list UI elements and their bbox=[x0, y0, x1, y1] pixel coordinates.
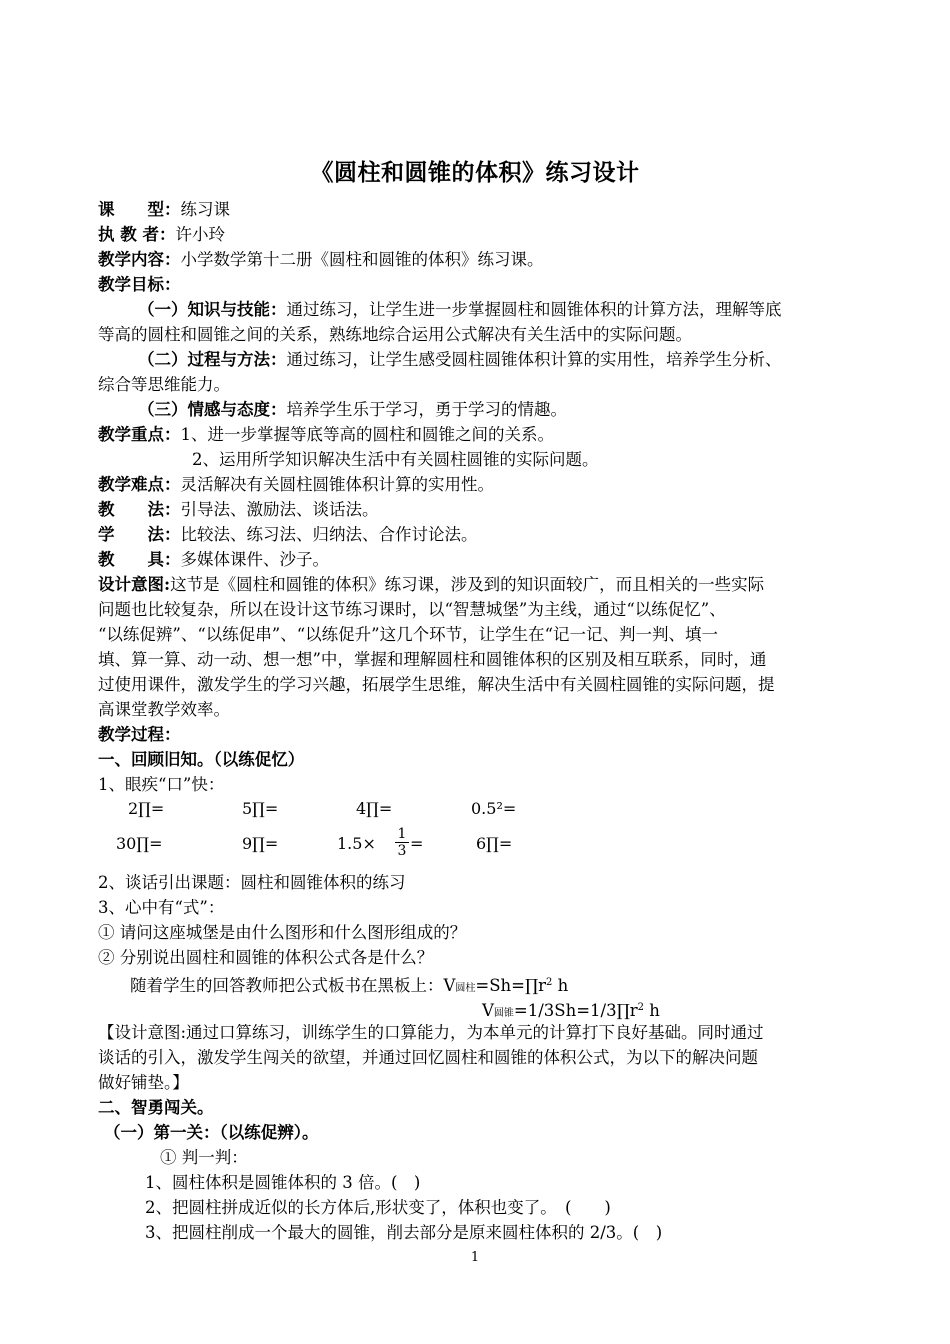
judge-item-2: 2、把圆柱拼成近似的长方体后,形状变了，体积也变了。 ( ) bbox=[145, 1198, 611, 1217]
learn-method-label: 学 法： bbox=[98, 525, 181, 544]
learn-method-value: 比较法、练习法、归纳法、合作讨论法。 bbox=[180, 525, 478, 544]
tools-line bbox=[98, 548, 329, 572]
goal-3-line bbox=[138, 398, 567, 422]
judge-item-3: 3、把圆柱削成一个最大的圆锥，削去部分是原来圆柱体积的 2/3。( ) bbox=[145, 1223, 663, 1242]
board-intro: 随着学生的回答教师把公式板书在黑板上： bbox=[130, 976, 444, 995]
goal-3-text: 培养学生乐于学习，勇于学习的情趣。 bbox=[286, 400, 567, 419]
question-2: 2、谈话引出课题：圆柱和圆锥体积的练习 bbox=[98, 873, 406, 892]
calc-item: 5∏= bbox=[242, 799, 279, 818]
difficulty-line bbox=[98, 473, 494, 497]
learn-method-line bbox=[98, 523, 478, 547]
section-1-title: 一、回顾旧知。（以练促忆） bbox=[98, 750, 305, 769]
goal-1-line-a bbox=[138, 298, 782, 322]
formula-v: V bbox=[443, 976, 456, 995]
note-line-1: 【设计意图:通过口算练习，训练学生的口算能力，为本单元的计算打下良好基础。同时通过 bbox=[98, 1023, 764, 1042]
calc-item: 6∏= bbox=[476, 834, 513, 853]
design-intent-text-6: 高课堂教学效率。 bbox=[98, 700, 230, 719]
lesson-type-value: 练习课 bbox=[180, 200, 230, 219]
calc-item: 4∏= bbox=[356, 799, 393, 818]
judge-label: ① 判一判： bbox=[160, 1148, 248, 1167]
content-label: 教学内容： bbox=[98, 250, 181, 269]
page-number: 1 bbox=[470, 1250, 480, 1265]
difficulty-text: 灵活解决有关圆柱圆锥体积计算的实用性。 bbox=[180, 475, 494, 494]
question-3: 3、心中有“式”： bbox=[98, 898, 225, 917]
design-intent-text-4: 填、算一算、动一动、想一想”中，掌握和理解圆柱和圆锥体积的区别及相互联系，同时，通 bbox=[98, 650, 767, 669]
content-line bbox=[98, 248, 544, 272]
fraction-denominator: 3 bbox=[397, 843, 407, 859]
question-1: 1、眼疾“口”快： bbox=[98, 775, 225, 794]
goal-1-label: （一）知识与技能： bbox=[138, 300, 287, 319]
difficulty-label: 教学难点： bbox=[98, 475, 181, 494]
fraction-one-third bbox=[395, 826, 409, 859]
calc-item: 1.5× bbox=[337, 834, 376, 853]
teacher-line bbox=[98, 223, 225, 247]
lesson-type-line bbox=[98, 198, 230, 222]
formula-body: =1/3Sh=1/3∏r bbox=[513, 1001, 638, 1020]
formula-exponent: 2 bbox=[546, 977, 553, 988]
teacher-value: 许小玲 bbox=[175, 225, 225, 244]
teach-method-value: 引导法、激励法、谈话法。 bbox=[180, 500, 379, 519]
lesson-type-label: 课 型： bbox=[98, 200, 181, 219]
level-1-title: （一）第一关：（以练促辨）。 bbox=[104, 1123, 319, 1142]
formula-body: =Sh=∏r bbox=[475, 976, 547, 995]
formula-subscript: 圆锥 bbox=[493, 1008, 514, 1019]
goal-3-label: （三）情感与态度： bbox=[138, 400, 287, 419]
tools-value: 多媒体课件、沙子。 bbox=[180, 550, 329, 569]
process-label: 教学过程： bbox=[98, 725, 181, 744]
goal-2-label: （二）过程与方法： bbox=[138, 350, 287, 369]
page-title: 《圆柱和圆锥的体积》练习设计 bbox=[310, 159, 640, 186]
focus-item-1: 1、进一步掌握等底等高的圆柱和圆锥之间的关系。 bbox=[180, 425, 554, 444]
focus-line-1 bbox=[98, 423, 554, 447]
design-intent-text-5: 过使用课件，激发学生的学习兴趣，拓展学生思维，解决生活中有关圆柱圆锥的实际问题，提 bbox=[98, 675, 775, 694]
goal-2-line-a bbox=[138, 348, 782, 372]
formula-subscript: 圆柱 bbox=[455, 983, 476, 994]
design-intent-line-1 bbox=[98, 573, 764, 597]
fraction-numerator: 1 bbox=[395, 826, 409, 843]
design-intent-text-1: 这节是《圆柱和圆锥的体积》练习课，涉及到的知识面较广，而且相关的一些实际 bbox=[170, 575, 765, 594]
calc-item: = bbox=[410, 834, 424, 853]
goal-2-text-b: 综合等思维能力。 bbox=[98, 375, 230, 394]
goal-1-text-a: 通过练习，让学生进一步掌握圆柱和圆锥体积的计算方法，理解等底 bbox=[286, 300, 782, 319]
formula-h: h bbox=[644, 1001, 660, 1020]
question-3-1: ① 请问这座城堡是由什么图形和什么图形组成的？ bbox=[98, 923, 467, 942]
goal-1-text-b: 等高的圆柱和圆锥之间的关系，熟练地综合运用公式解决有关生活中的实际问题。 bbox=[98, 325, 692, 344]
section-2-title: 二、智勇闯关。 bbox=[98, 1098, 214, 1117]
calc-item: 30∏= bbox=[116, 834, 163, 853]
calc-item: 9∏= bbox=[242, 834, 279, 853]
judge-item-1: 1、圆柱体积是圆锥体积的 3 倍。( ) bbox=[145, 1173, 421, 1192]
content-value: 小学数学第十二册《圆柱和圆锥的体积》练习课。 bbox=[180, 250, 544, 269]
design-intent-text-2: 问题也比较复杂，所以在设计这节练习课时，以“智慧城堡”为主线，通过“以练促忆”、 bbox=[98, 600, 726, 619]
design-intent-label: 设计意图: bbox=[98, 575, 171, 594]
design-intent-text-3: “以练促辨”、“以练促串”、“以练促升”这几个环节，让学生在“记一记、判一判、填一 bbox=[98, 625, 719, 644]
focus-item-2: 2、运用所学知识解决生活中有关圆柱圆锥的实际问题。 bbox=[192, 450, 599, 469]
calc-item: 0.5²= bbox=[471, 799, 517, 818]
tools-label: 教 具： bbox=[98, 550, 181, 569]
formula-v: V bbox=[482, 1001, 494, 1020]
calc-item: 2∏= bbox=[128, 799, 165, 818]
question-3-2: ② 分别说出圆柱和圆锥的体积公式各是什么？ bbox=[98, 948, 434, 967]
teach-method-line bbox=[98, 498, 379, 522]
note-line-2: 谈话的引入，激发学生闯关的欲望，并通过回忆圆柱和圆锥的体积公式，为以下的解决问题 bbox=[98, 1048, 758, 1067]
teacher-label: 执 教 者： bbox=[98, 225, 176, 244]
formula-h: h bbox=[552, 976, 569, 995]
focus-label: 教学重点： bbox=[98, 425, 181, 444]
teach-method-label: 教 法： bbox=[98, 500, 181, 519]
formula-exponent: 2 bbox=[637, 1002, 645, 1013]
formula-cylinder bbox=[444, 976, 569, 995]
note-line-3: 做好铺垫。】 bbox=[98, 1073, 189, 1092]
goal-2-text-a: 通过练习，让学生感受圆柱圆锥体积计算的实用性，培养学生分析、 bbox=[286, 350, 782, 369]
goals-label: 教学目标： bbox=[98, 275, 181, 294]
